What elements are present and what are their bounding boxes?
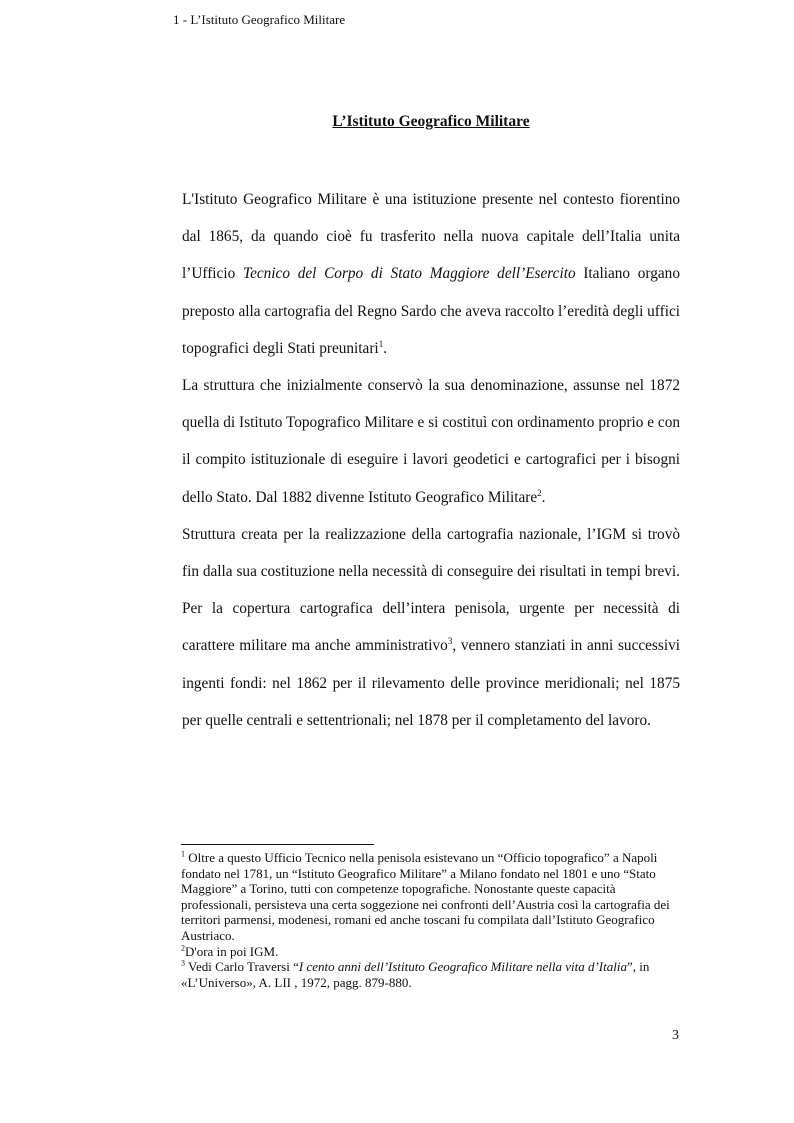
footnote-text: ”, in «L’Universo», A. LII , 1972, pagg. 879-880. [181,959,650,990]
paragraph-text: Italiano organo preposto alla cartografia del Regno Sardo che aveva raccolto l’eredità degli uffici topografici degli Stati preunitari [182,265,680,357]
footnote-ref[interactable]: 2 [537,487,542,498]
footnote-ref[interactable]: 3 [447,636,453,647]
paragraph [182,516,680,739]
footnote-number: 2 [181,943,185,953]
paragraph-italic-text: Tecnico del Corpo di Stato Maggiore dell’Esercito [242,265,576,283]
paragraph [182,181,680,367]
footnotes [181,850,680,990]
paragraph-text: . [541,488,546,506]
paragraph-text: . [383,339,388,357]
footnote-ref[interactable]: 1 [378,338,384,349]
footnote [181,850,680,944]
paragraph-text: La struttura che inizialmente conservò la sua denominazione, assunse nel 1872 quella di Istituto Topografico Militare e si costituì con ordinamento proprio e con il compito istituzionale di eseguire i lavori geodetici e cartografici per i bisogni dello Stato. Dal 1882 divenne Istituto Geografico Militare [182,377,680,506]
paragraph-text: L'Istituto Geografico Militare è una istituzione presente nel contesto fiorentino dal 1865, da quando cioè fu trasferito nella nuova capitale dell’Italia unita l’Ufficio [182,191,680,283]
footnote-number: 1 [181,849,185,859]
page-number: 3 [672,1028,679,1043]
paragraph [182,367,680,516]
chapter-title: L’Istituto Geografico Militare [332,113,530,130]
footnote-citation-title: I cento anni dell’Istituto Geografico Militare nella vita d’Italia [298,959,627,975]
footnote-number: 3 [181,958,185,968]
paragraph-text: , vennero stanziati in anni successivi ingenti fondi: nel 1862 per il rilevamento delle province meridionali; nel 1875 per quelle centrali e settentrionali; nel 1878 per il completamento del lavoro. [182,637,680,729]
running-header: 1 - L’Istituto Geografico Militare [173,12,346,27]
footnote [181,944,680,960]
footnote-text: Oltre a questo Ufficio Tecnico nella penisola esistevano un “Officio topografico” a Napoli fondato nel 1781, un “Istituto Geografico Militare” a Milano fondato nel 1801 e uno “Stato Maggiore” a Torino, tutti con competenze topografiche. Nonostante queste capacità professionali, persisteva una certa soggezione nei confronti dell’Austria così la cartografia dei territori parmensi, modenesi, romani ed anche toscani fu compilata dall’Istituto Geografico Austriaco. [181,850,670,943]
footnote-separator [181,844,374,845]
footnote-text: D'ora in poi IGM. [185,943,279,959]
body-text [182,181,680,739]
paragraph-text: Struttura creata per la realizzazione della cartografia nazionale, l’IGM si trovò fin dalla sua costituzione nella necessità di conseguire dei risultati in tempi brevi. Per la copertura cartografica dell’intera penisola, urgente per necessità di carattere militare ma anche amministrativo [182,525,680,655]
footnote-text: Vedi Carlo Traversi “ [185,959,299,975]
footnote [181,959,680,990]
